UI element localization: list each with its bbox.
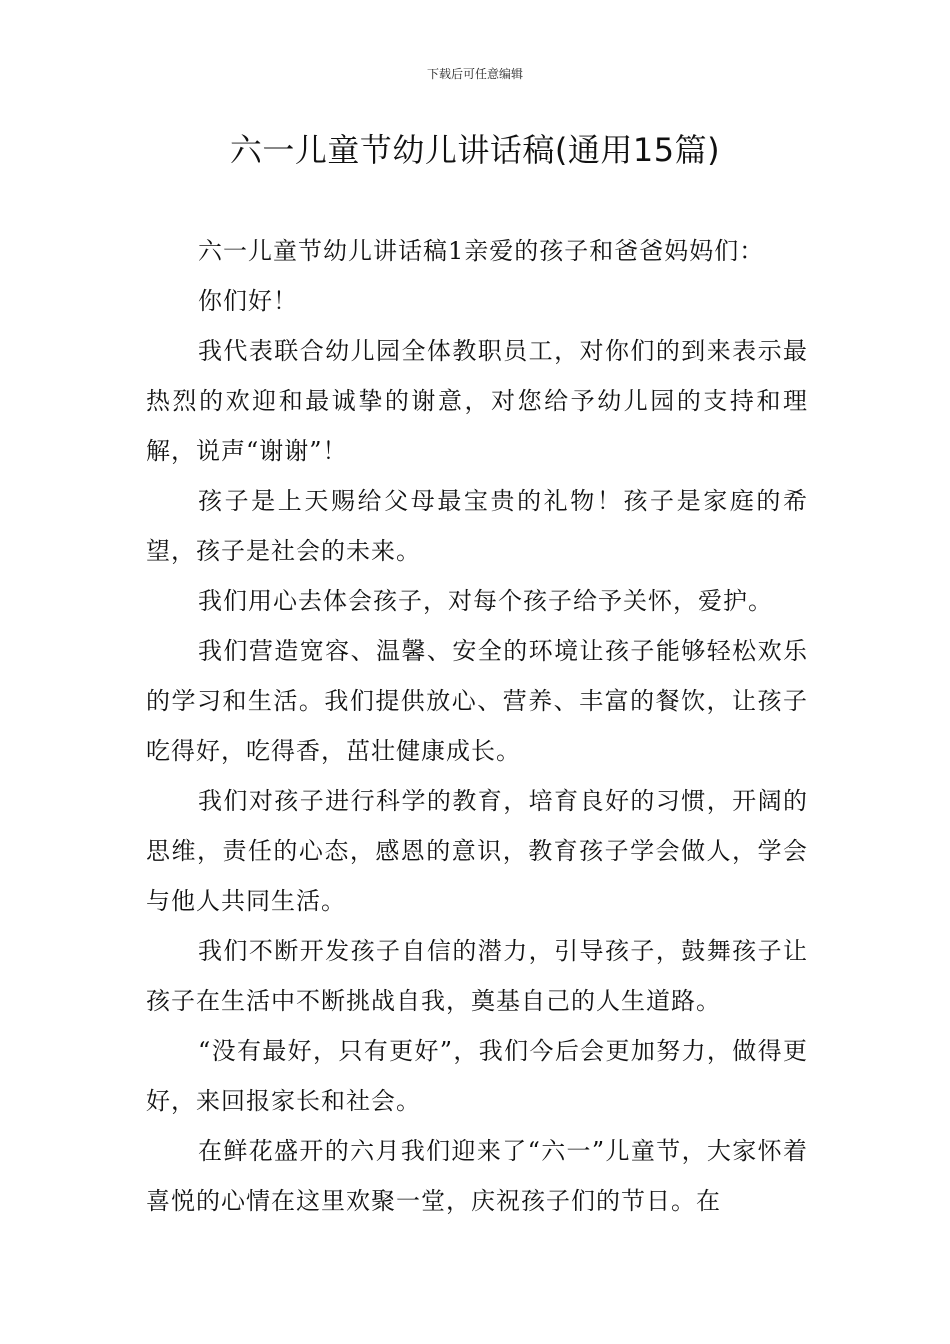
paragraph: 我们对孩子进行科学的教育，培育良好的习惯，开阔的思维，责任的心态，感恩的意识，教育孩子学会做人，学会与他人共同生活。: [146, 787, 808, 915]
paragraph: 在鲜花盛开的六月我们迎来了“六一”儿童节，大家怀着喜悦的心情在这里欢聚一堂，庆祝孩子们的节日。在: [146, 1137, 808, 1215]
paragraph: 六一儿童节幼儿讲话稿1亲爱的孩子和爸爸妈妈们：: [198, 237, 765, 265]
paragraph: 我们用心去体会孩子，对每个孩子给予关怀，爱护。: [198, 587, 773, 615]
document-title: 六一儿童节幼儿讲话稿(通用15篇): [229, 131, 721, 169]
paragraph: 你们好！: [198, 287, 298, 315]
paragraph: 孩子是上天赐给父母最宝贵的礼物！孩子是家庭的希望，孩子是社会的未来。: [146, 487, 808, 565]
paragraph: 我代表联合幼儿园全体教职员工，对你们的到来表示最热烈的欢迎和最诚挚的谢意，对您给予幼儿园的支持和理解，说声“谢谢”！: [146, 337, 808, 465]
paragraph: 我们营造宽容、温馨、安全的环境让孩子能够轻松欢乐的学习和生活。我们提供放心、营养、丰富的餐饮，让孩子吃得好，吃得香，茁壮健康成长。: [146, 637, 808, 765]
paragraph: “没有最好，只有更好”，我们今后会更加努力，做得更好，来回报家长和社会。: [146, 1037, 808, 1115]
document-body: [146, 226, 808, 1226]
page-header-note: 下载后可任意编辑: [426, 67, 523, 81]
paragraph: 我们不断开发孩子自信的潜力，引导孩子，鼓舞孩子让孩子在生活中不断挑战自我，奠基自己的人生道路。: [146, 937, 808, 1015]
